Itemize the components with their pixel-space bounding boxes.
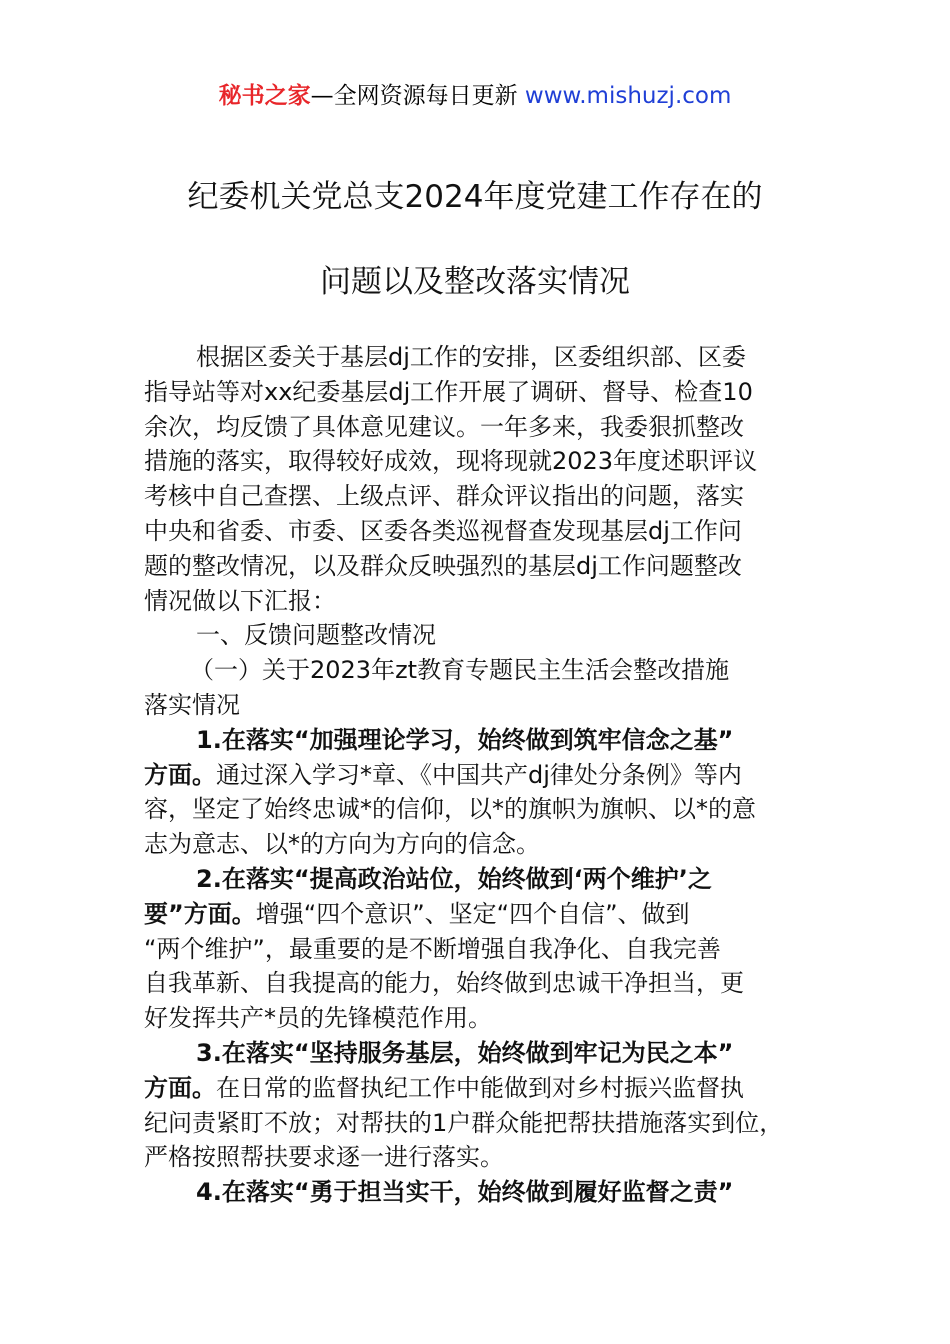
line-text: 严格按照帮扶要求逐一进行落实。 <box>144 1143 504 1172</box>
site-header <box>0 80 950 112</box>
line-text: 措施的落实，取得较好成效，现将现就2023年度述职评议 <box>144 447 758 476</box>
text-line <box>144 444 824 479</box>
item-heading <box>144 723 824 758</box>
line-text: 纪问责紧盯不放；对帮扶的1户群众能把帮扶措施落实到位， <box>144 1108 784 1137</box>
title-line-1: 纪委机关党总支2024年度党建工作存在的 <box>187 179 763 215</box>
text-line <box>144 514 824 549</box>
bold-text: 3.在落实“坚持服务基层，始终做到牢记为民之本” <box>196 1038 734 1067</box>
line-text: 考核中自己查摆、上级点评、群众评议指出的问题，落实 <box>144 482 744 511</box>
line-text: 志为意志、以*的方向为方向的信念。 <box>144 830 540 859</box>
bold-text: 方面。 <box>144 760 216 789</box>
text-line <box>144 375 824 410</box>
item-heading <box>144 1036 824 1071</box>
text-line <box>144 932 824 967</box>
item-heading <box>144 1175 824 1210</box>
line-text: （一）关于2023年zt教育专题民主生活会整改措施 <box>190 656 730 685</box>
text-line <box>144 1071 824 1106</box>
subsection-heading-cont <box>144 688 824 723</box>
bold-text: 要”方面。 <box>144 899 256 928</box>
text-line <box>144 1140 824 1175</box>
bold-text: 4.在落实“勇于担当实干，始终做到履好监督之责” <box>196 1178 734 1207</box>
document-body <box>144 340 824 1210</box>
line-text: “两个维护”，最重要的是不断增强自我净化、自我完善 <box>144 934 721 963</box>
line-text: 自我革新、自我提高的能力，始终做到忠诚干净担当，更 <box>144 969 744 998</box>
line-text: 余次，均反馈了具体意见建议。一年多来，我委狠抓整改 <box>144 412 744 441</box>
section-heading <box>144 618 824 653</box>
line-text: 根据区委关于基层dj工作的安排，区委组织部、区委 <box>196 343 746 371</box>
bold-text: 1.在落实“加强理论学习，始终做到筑牢信念之基” <box>196 725 734 754</box>
line-text: 题的整改情况，以及群众反映强烈的基层dj工作问题整改 <box>144 551 742 580</box>
subsection-heading <box>144 653 824 688</box>
text-line <box>144 966 824 1001</box>
text-line <box>144 340 824 375</box>
bold-text: 方面。 <box>144 1073 216 1102</box>
site-tagline: —全网资源每日更新 <box>310 83 525 109</box>
text-line <box>144 479 824 514</box>
bold-text: 2.在落实“提高政治站位，始终做到‘两个维护’之 <box>196 864 712 893</box>
line-text: 一、反馈问题整改情况 <box>196 621 436 650</box>
text-line <box>144 827 824 862</box>
text-line <box>144 792 824 827</box>
text-line <box>144 1001 824 1036</box>
item-heading <box>144 862 824 897</box>
line-text: 中央和省委、市委、区委各类巡视督查发现基层dj工作问 <box>144 516 742 545</box>
line-text: 在日常的监督执纪工作中能做到对乡村振兴监督执 <box>216 1073 744 1102</box>
text-line <box>144 1106 824 1141</box>
line-text: 通过深入学习*章、《中国共产dj律处分条例》等内 <box>216 760 742 789</box>
line-text: 容，坚定了始终忠诚*的信仰，以*的旗帜为旗帜、以*的意 <box>144 795 756 824</box>
line-text: 指导站等对xx纪委基层dj工作开展了调研、督导、检查10 <box>144 377 753 406</box>
text-line <box>144 584 824 619</box>
line-text: 落实情况 <box>144 690 240 719</box>
text-line <box>144 410 824 445</box>
site-name: 秘书之家 <box>218 83 311 109</box>
line-text: 情况做以下汇报： <box>144 586 336 615</box>
line-text: 好发挥共产*员的先锋模范作用。 <box>144 1004 492 1033</box>
site-url-link[interactable]: www.mishuzj.com <box>524 83 732 109</box>
line-text: 增强“四个意识”、坚定“四个自信”、做到 <box>255 899 690 928</box>
text-line <box>144 897 824 932</box>
text-line <box>144 758 824 793</box>
title-line-2: 问题以及整改落实情况 <box>320 264 630 300</box>
document-title <box>0 176 950 304</box>
text-line <box>144 549 824 584</box>
